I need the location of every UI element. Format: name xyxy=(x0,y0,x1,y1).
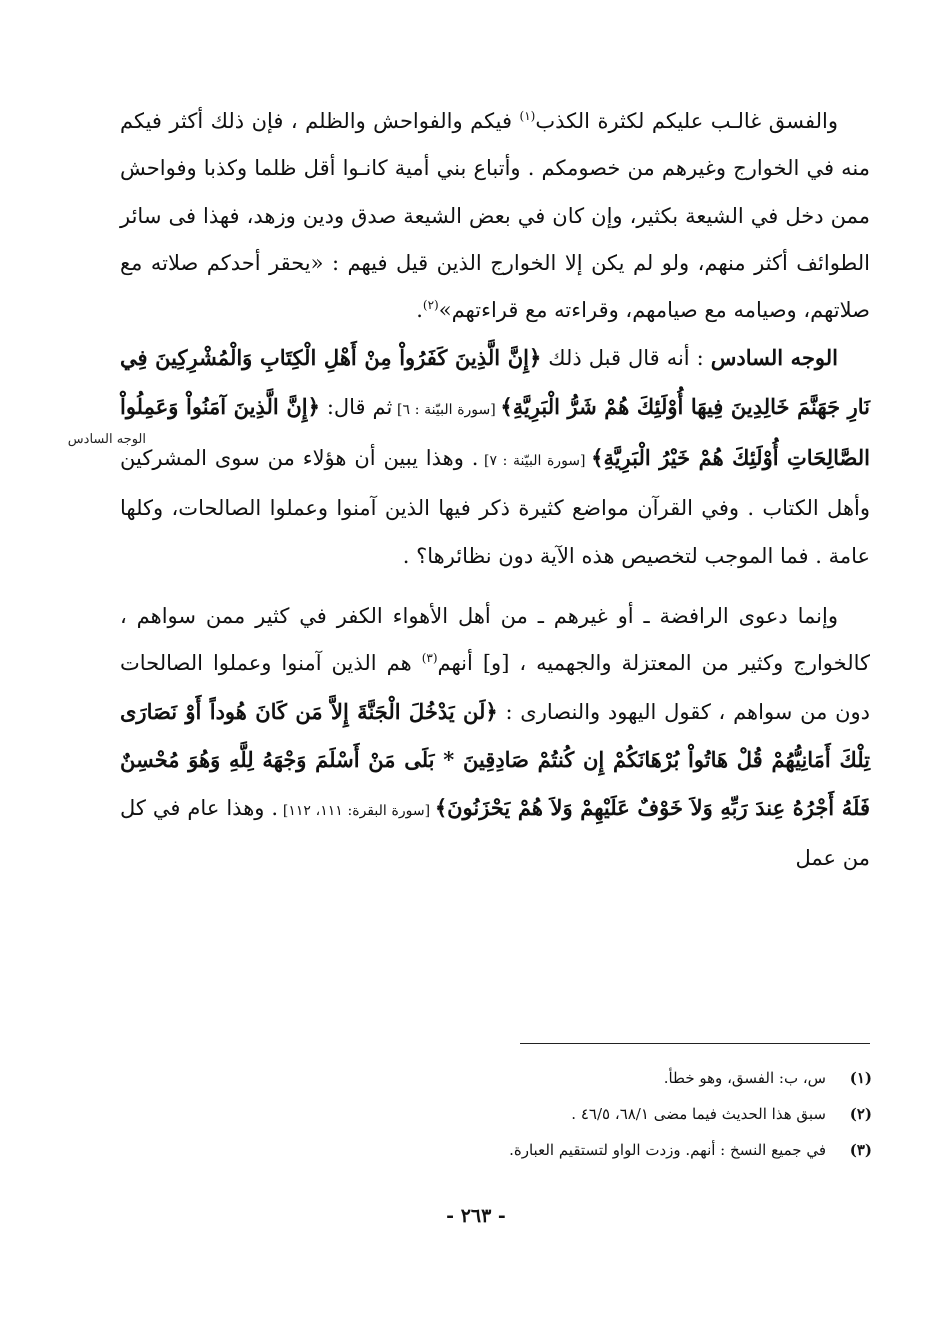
footnote-number: (٣) xyxy=(849,1141,872,1159)
footnote-text: سبق هذا الحديث فيما مضى ٦٨/١، ٤٦/٥ . xyxy=(571,1105,826,1123)
body-text-run: ثم قال: xyxy=(319,394,393,419)
footnote-row xyxy=(300,1096,872,1132)
body-text-run: هم الذين آمنوا وعملوا الصالحات دون من سواهم ، كقول اليهود والنصارى : xyxy=(120,651,871,724)
verse-reference: [سورة البيّنة : ٦] xyxy=(392,401,501,418)
footnote-number: (١) xyxy=(849,1069,872,1087)
footnote-number: (٢) xyxy=(849,1105,872,1123)
footnote-row xyxy=(300,1132,872,1168)
margin-note: الوجه السادس xyxy=(67,432,146,447)
footnote-row xyxy=(300,1060,872,1096)
body-text-run: والفسق غالـب عليكم لكثرة الكذب xyxy=(535,109,839,133)
body-text-run: : أنه قال قبل ذلك xyxy=(541,346,711,371)
paragraph-p3 xyxy=(120,593,870,883)
page-number: - ٢٦٣ - xyxy=(446,1205,506,1227)
quran-verse: ﴿إِنَّ الَّذِينَ آمَنُواْ وَعَمِلُواْ الصَّالِحَاتِ أُوْلَئِكَ هُمْ خَيْرُ الْبَرِيَّةِ﴾ xyxy=(120,393,871,471)
paragraph-p2 xyxy=(120,334,870,579)
quran-verse: ﴿إِنَّ الَّذِينَ كَفَرُواْ مِنْ أَهْلِ الْكِتَابِ وَالْمُشْرِكِينَ فِي نَارِ جَهَنَّمَ خَالِدِينَ فِيهَا أُوْلَئِكَ هُمْ شَرُّ الْبَرِيَّةِ﴾ xyxy=(120,345,870,419)
footnote-separator xyxy=(520,1043,870,1044)
footnote-marker[interactable]: (٢) xyxy=(422,298,439,313)
footnote-text: في جميع النسخ : أنهم. وزدت الواو لتستقيم العبارة. xyxy=(509,1141,826,1159)
body-text-run: وإنما دعوى الرافضة ـ أو غيرهم ـ من أهل الأهواء الكفر في كثير ممن سواهم ، كالخوارج وكثير من المعتزلة والجهميه ، [و] أنهم xyxy=(120,603,870,676)
paragraph-p1 xyxy=(120,98,870,334)
footnote-marker[interactable]: (٣) xyxy=(421,651,438,666)
verse-reference: [سورة البقرة: ١١١، ١١٢] xyxy=(278,803,435,820)
main-text xyxy=(120,98,870,883)
footnote-marker[interactable]: (١) xyxy=(519,109,536,123)
footnote-text: س، ب: الفسق، وهو خطأ. xyxy=(663,1069,826,1087)
body-text-run: . وهذا يبين أن هؤلاء من سوى المشركين وأهل الكتاب . وفي القرآن مواضع كثيرة ذكر فيها الذين آمنوا وعملوا الصالحات، وكلها عامة . فما الموجب لتخصيص هذه الآية دون نظائرها؟ . xyxy=(120,446,870,568)
footnotes xyxy=(300,1060,872,1168)
verse-reference: [سورة البيّنة : ٧] xyxy=(478,453,592,470)
body-text-run: . xyxy=(416,298,423,323)
section-heading: الوجه السادس xyxy=(710,345,839,371)
body-text-run: . وهذا عام في كل من عمل xyxy=(120,796,870,871)
quran-verse: ﴿لَن يَدْخُلَ الْجَنَّةَ إِلاَّ مَن كَانَ هُوداً أَوْ نَصَارَى تِلْكَ أَمَانِيُّهُمْ قُلْ هَاتُواْ بُرْهَانَكُمْ إِن كُنتُمْ صَادِقِينَ * بَلَى مَنْ أَسْلَمَ وَجْهَهُ لِلَّهِ وَهُوَ مُحْسِنٌ فَلَهُ أَجْرُهُ عِندَ رَبِّهِ وَلاَ خَوْفٌ عَلَيْهِمْ وَلاَ هُمْ يَحْزَنُونَ﴾ xyxy=(120,698,871,821)
body-text-run: فيكم والفواحش والظلم ، فإن ذلك أكثر فيكم منه في الخوارج وغيرهم من خصومكم . وأتباع بني أمية كانـوا أقل ظلما وكذبا وفواحش ممن دخل في الشيعة بكثير، وإن كان في بعض الشيعة صدق ودين وزهد، فهذا فى سائر الطوائف أكثر منهم، ولو لم يكن إلا الخوارج الذين قيل فيهم : «يحقر أحدكم صلاته مع صلاتهم، وصيامه مع صيامهم، وقراءته مع قراءتهم» xyxy=(120,109,870,323)
